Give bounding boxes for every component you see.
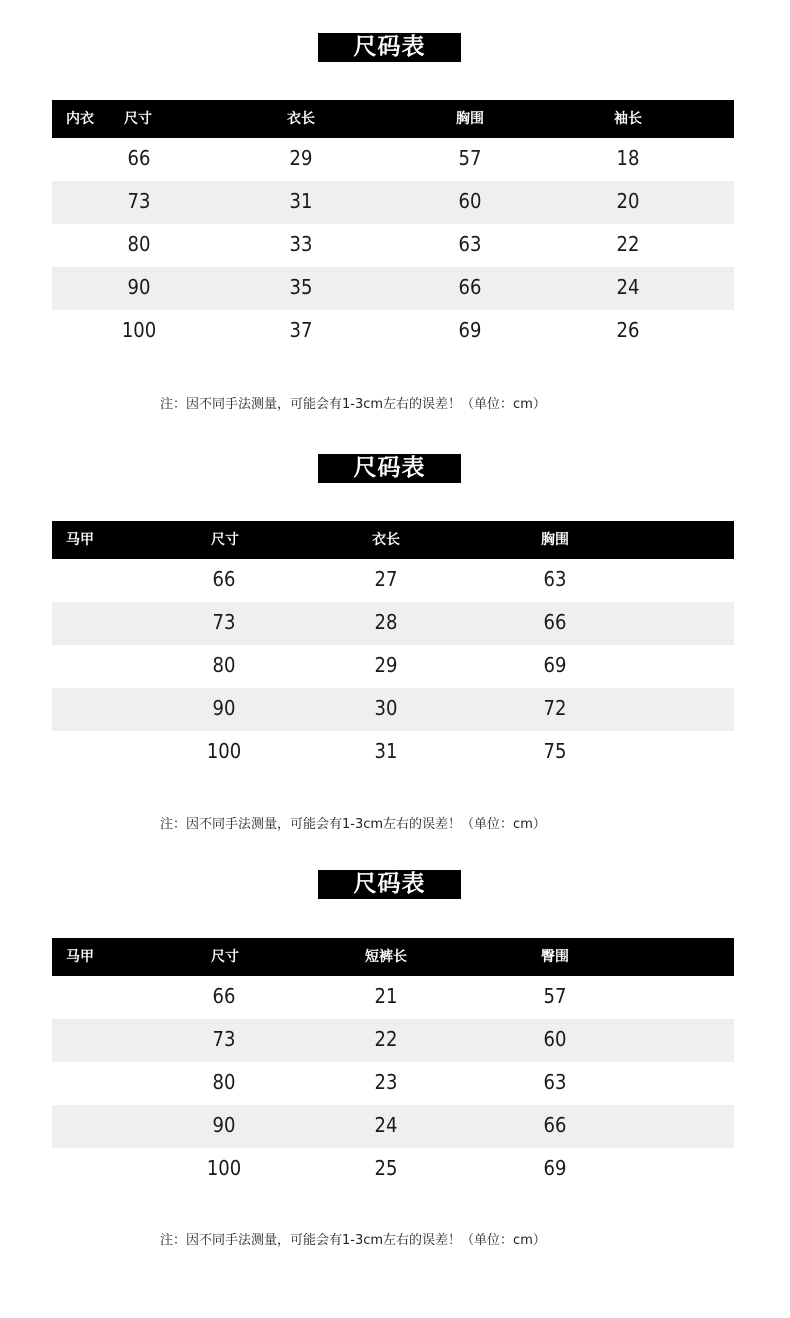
cell-size: 73 [127,189,151,213]
cell-size: 80 [212,1070,236,1094]
header-size: 尺寸 [124,111,152,127]
cell-chest: 69 [543,653,567,677]
table-row [52,1019,734,1062]
cell-size: 90 [212,1113,236,1137]
section-title: 尺码表 [318,870,461,899]
table-header [52,938,734,976]
cell-size: 80 [212,653,236,677]
cell-hip: 57 [543,984,567,1008]
cell-length: 33 [289,232,313,256]
cell-hip: 63 [543,1070,567,1094]
size-table [52,100,734,353]
cell-shorts-length: 25 [374,1156,398,1180]
cell-shorts-length: 24 [374,1113,398,1137]
header-category: 马甲 [66,532,94,548]
cell-shorts-length: 23 [374,1070,398,1094]
section-title: 尺码表 [318,33,461,62]
cell-size: 66 [127,146,151,170]
cell-chest: 63 [543,567,567,591]
measurement-note: 注：因不同手法测量，可能会有1-3cm左右的误差！（单位：cm） [160,397,546,412]
cell-chest: 69 [458,318,482,342]
header-category: 马甲 [66,949,94,965]
cell-size: 73 [212,1027,236,1051]
cell-sleeve: 18 [616,146,640,170]
table-row [52,224,734,267]
measurement-note: 注：因不同手法测量，可能会有1-3cm左右的误差！（单位：cm） [160,1233,546,1248]
table-row [52,688,734,731]
cell-chest: 75 [543,739,567,763]
header-category: 内衣 [66,111,94,127]
cell-shorts-length: 22 [374,1027,398,1051]
cell-length: 31 [289,189,313,213]
header-sleeve: 袖长 [614,111,642,127]
cell-length: 30 [374,696,398,720]
size-table [52,521,734,774]
cell-sleeve: 24 [616,275,640,299]
table-header [52,100,734,138]
cell-hip: 69 [543,1156,567,1180]
table-row [52,731,734,774]
header-chest: 胸围 [541,532,569,548]
cell-length: 27 [374,567,398,591]
cell-size: 90 [127,275,151,299]
cell-chest: 72 [543,696,567,720]
table-row [52,181,734,224]
cell-size: 100 [206,1156,242,1180]
table-header [52,521,734,559]
cell-length: 37 [289,318,313,342]
table-row [52,976,734,1019]
table-row [52,267,734,310]
header-hip: 臀围 [541,949,569,965]
cell-chest: 57 [458,146,482,170]
header-chest: 胸围 [456,111,484,127]
cell-length: 29 [289,146,313,170]
section-title: 尺码表 [318,454,461,483]
table-row [52,645,734,688]
cell-size: 90 [212,696,236,720]
cell-size: 80 [127,232,151,256]
cell-sleeve: 20 [616,189,640,213]
header-length: 衣长 [372,532,400,548]
measurement-note: 注：因不同手法测量，可能会有1-3cm左右的误差！（单位：cm） [160,817,546,832]
cell-sleeve: 26 [616,318,640,342]
table-row [52,602,734,645]
cell-length: 31 [374,739,398,763]
size-table [52,938,734,1191]
cell-size: 100 [206,739,242,763]
cell-hip: 66 [543,1113,567,1137]
header-shorts-length: 短裤长 [365,949,407,965]
cell-shorts-length: 21 [374,984,398,1008]
header-size: 尺寸 [211,949,239,965]
cell-size: 66 [212,984,236,1008]
cell-size: 66 [212,567,236,591]
table-row [52,138,734,181]
cell-chest: 60 [458,189,482,213]
cell-length: 28 [374,610,398,634]
cell-chest: 63 [458,232,482,256]
header-length: 衣长 [287,111,315,127]
table-row [52,1148,734,1191]
table-row [52,559,734,602]
cell-length: 29 [374,653,398,677]
cell-size: 73 [212,610,236,634]
table-row [52,1062,734,1105]
table-row [52,310,734,353]
cell-sleeve: 22 [616,232,640,256]
cell-hip: 60 [543,1027,567,1051]
header-size: 尺寸 [211,532,239,548]
cell-chest: 66 [458,275,482,299]
cell-size: 100 [121,318,157,342]
table-row [52,1105,734,1148]
cell-length: 35 [289,275,313,299]
cell-chest: 66 [543,610,567,634]
